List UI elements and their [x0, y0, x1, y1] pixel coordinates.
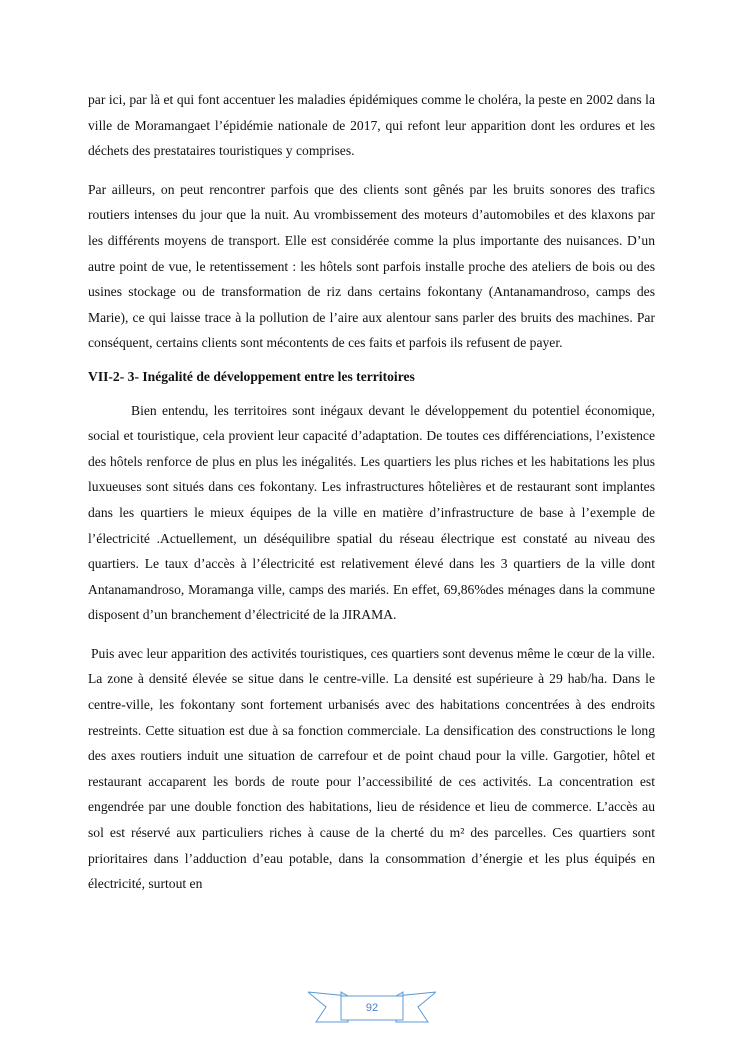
section-heading: VII-2- 3- Inégalité de développement entre les territoires: [88, 368, 415, 384]
page-body: [88, 87, 655, 897]
paragraph-4: Puis avec leur apparition des activités touristiques, ces quartiers sont devenus même le cœur de la ville. La zone à densité élevée se situe dans le centre-ville. La densité est supérieure à 29 hab/ha. Dans le centre-ville, les fokontany sont fortement urbanisés avec des habitations concentrées à des endroits restreints. Cette situation est due à sa fonction commerciale. La densification des constructions le long des axes routiers induit une situation de carrefour et de point chaud pour la ville. Gargotier, hôtel et restaurant accaparent les bords de route pour l’accessibilité de ces activités. La concentration est engendrée par une double fonction des habitations, lieu de résidence et lieu de commerce. L’accès au sol est réservé aux particuliers riches à cause de la cherté du m² des parcelles. Ces quartiers sont prioritaires dans l’adduction d’eau potable, dans la consommation d’énergie et les plus équipés en électricité, surtout en: [88, 645, 655, 892]
paragraph-1: par ici, par là et qui font accentuer les maladies épidémiques comme le choléra, la peste en 2002 dans la ville de Moramangaet l’épidémie nationale de 2017, qui refont leur apparition dont les ordures et les déchets des prestataires touristiques y comprises.: [88, 92, 655, 159]
page-footer: [308, 990, 436, 1028]
paragraph-3: Bien entendu, les territoires sont inégaux devant le développement du potentiel économique, social et touristique, cela provient leur capacité d’adaptation. De toutes ces différenciations, l’existence des hôtels renforce de plus en plus les inégalités. Les quartiers les plus riches et les habitations les plus luxueuses sont situés dans ces fokontany. Les infrastructures hôtelières et de restaurant sont implantes dans les quartiers le mieux équipes de la ville en matière d’infrastructure de base à l’exemple de l’électricité .Actuellement, un déséquilibre spatial du réseau électrique est constaté au niveau des quartiers. Le taux d’accès à l’électricité est relativement élevé dans les 3 quartiers de la ville dont Antanamandroso, Moramanga ville, camps des mariés. En effet, 69,86%des ménages dans la commune disposent d’un branchement d’électricité de la JIRAMA.: [88, 402, 655, 623]
paragraph-2: Par ailleurs, on peut rencontrer parfois que des clients sont gênés par les bruits sonores des trafics routiers intenses du jour que la nuit. Au vrombissement des moteurs d’automobiles et des klaxons par les différents moyens de transport. Elle est considérée comme la plus importante des nuisances. D’un autre point de vue, le retentissement : les hôtels sont parfois installe proche des ateliers de bois ou des usines stockage ou de transformation de riz dans certains fokontany (Antanamandroso, camps des Marie), ce qui laisse trace à la pollution de l’aire aux alentour sans parler des bruits des machines. Par conséquent, certains clients sont mécontents de ces faits et parfois ils refusent de payer.: [88, 181, 655, 351]
page-number: 92: [365, 1002, 379, 1014]
